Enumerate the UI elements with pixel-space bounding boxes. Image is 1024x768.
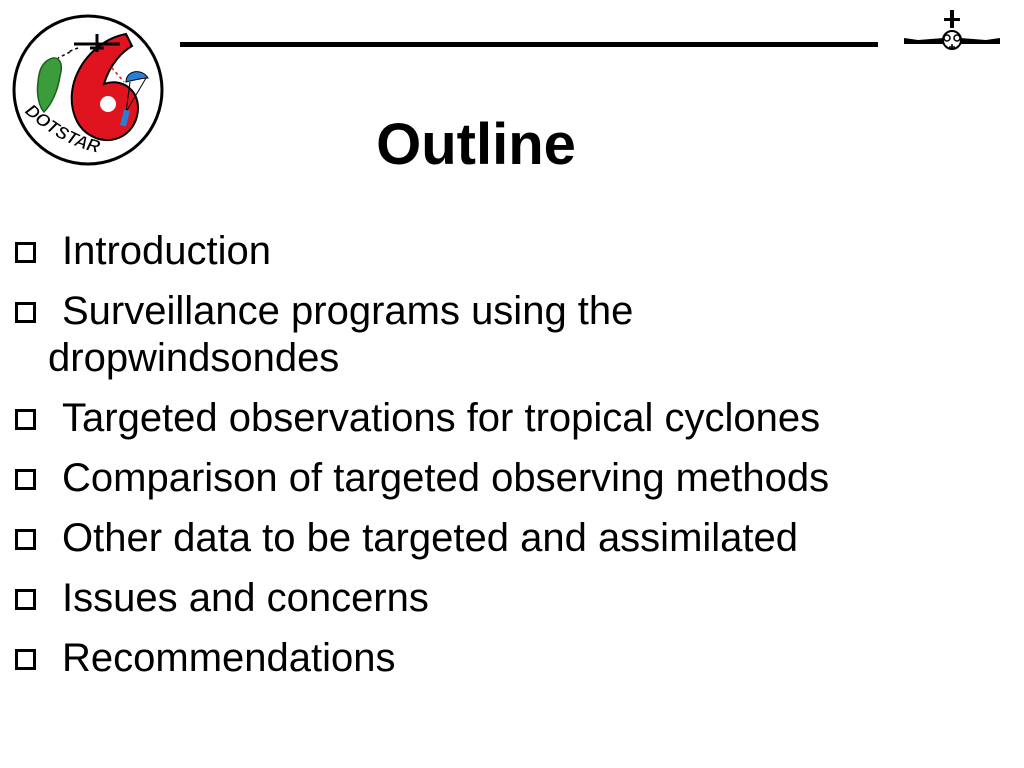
list-item-label-continuation: dropwindsondes [48, 336, 340, 380]
list-item [0, 635, 1024, 682]
logo-text: DOTSTAR [21, 100, 103, 157]
square-bullet-icon [15, 649, 36, 670]
list-item-label: Surveillance programs using the [62, 289, 634, 333]
list-item [0, 395, 1024, 442]
list-item [0, 288, 1024, 382]
list-item-label: Other data to be targeted and assimilated [62, 516, 799, 560]
list-item [0, 455, 1024, 502]
list-item [0, 515, 1024, 562]
square-bullet-icon [15, 409, 36, 430]
list-item-label: Introduction [62, 229, 272, 273]
slide-title: Outline [376, 112, 576, 177]
list-item-label: Issues and concerns [62, 576, 429, 620]
list-item [0, 575, 1024, 622]
square-bullet-icon [15, 589, 36, 610]
header-rule [180, 42, 878, 47]
list-item [0, 228, 1024, 275]
list-item-label: Comparison of targeted observing methods [62, 456, 830, 500]
square-bullet-icon [15, 242, 36, 263]
airplane-icon [898, 8, 1006, 58]
square-bullet-icon [15, 469, 36, 490]
list-item-label: Recommendations [62, 636, 396, 680]
square-bullet-icon [15, 302, 36, 323]
list-item-label: Targeted observations for tropical cyclones [62, 396, 821, 440]
square-bullet-icon [15, 529, 36, 550]
outline-list [0, 228, 1024, 695]
